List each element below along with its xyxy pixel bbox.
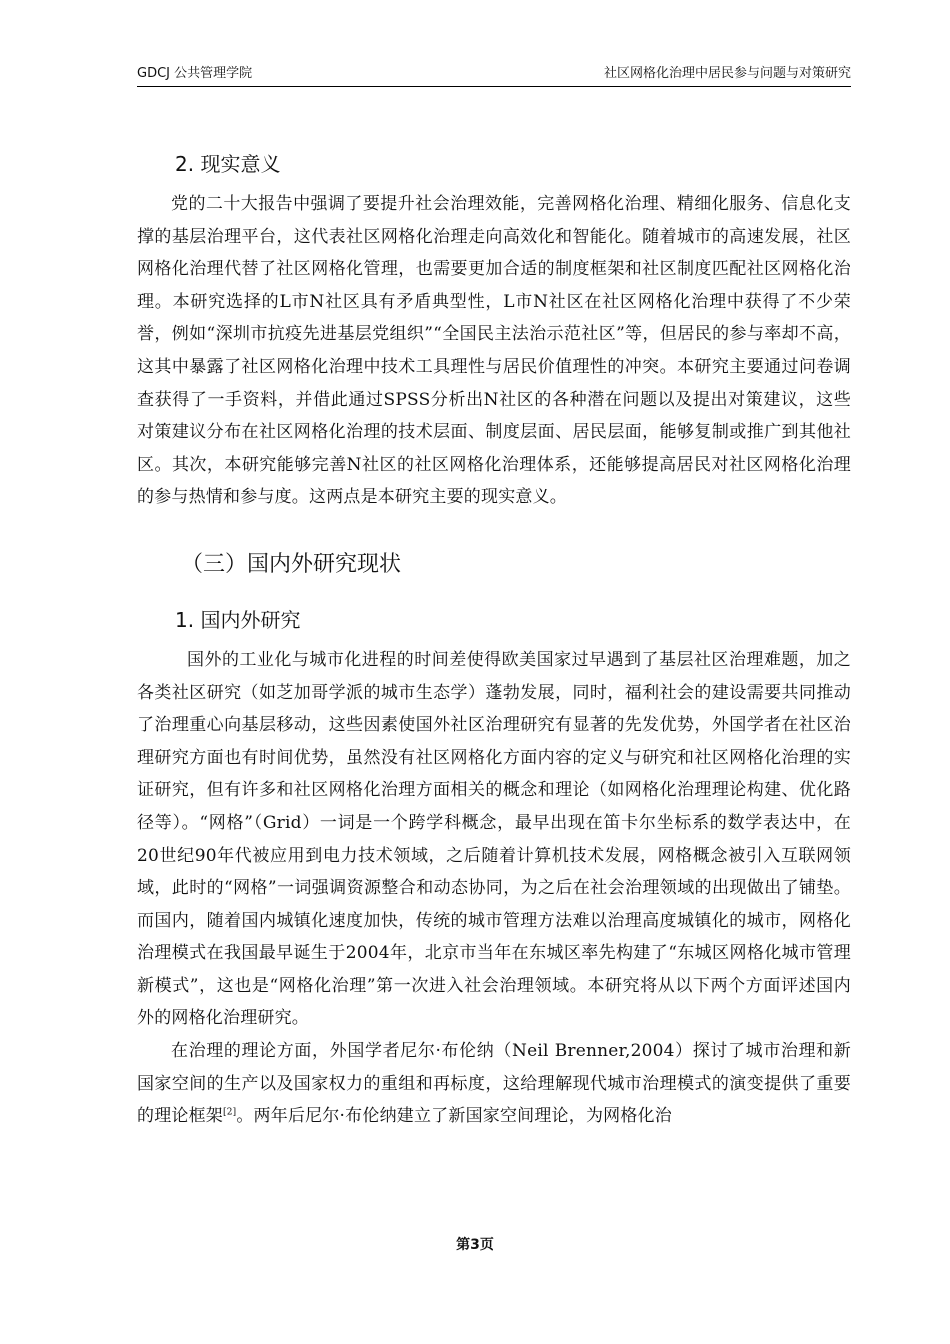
paragraph-governance-theory xyxy=(137,1035,851,1133)
citation-reference[interactable]: [2] xyxy=(223,1107,237,1118)
page-body xyxy=(137,140,851,1133)
paragraph-practical-significance: 党的二十大报告中强调了要提升社会治理效能，完善网格化治理、精细化服务、信息化支撑的基层治理平台，这代表社区网格化治理走向高效化和智能化。随着城市的高速发展，社区网格化治理代替了社区网格化管理，也需要更加合适的制度框架和社区制度匹配社区网格化治理。本研究选择的L市N社区具有矛盾典型性，L市N社区在社区网格化治理中获得了不少荣誉，例如“深圳市抗疫先进基层党组织”“全国民主法治示范社区”等，但居民的参与率却不高，这其中暴露了社区网格化治理中技术工具理性与居民价值理性的冲突。本研究主要通过问卷调查获得了一手资料，并借此通过SPSS分析出N社区的各种潜在问题以及提出对策建议，这些对策建议分布在社区网格化治理的技术层面、制度层面、居民层面，能够复制或推广到其他社区。其次，本研究能够完善N社区的社区网格化治理体系，还能够提高居民对社区网格化治理的参与热情和参与度。这两点是本研究主要的现实意义。 xyxy=(137,194,851,508)
heading-research-status: （三）国内外研究现状 xyxy=(181,551,402,577)
page-header xyxy=(137,64,851,87)
theory-text-b: 。两年后尼尔·布伦纳建立了新国家空间理论，为网格化治 xyxy=(236,1106,672,1127)
theory-text-a: 在治理的理论方面，外国学者尼尔·布伦纳（Neil Brenner,2004）探讨了城市治理和新国家空间的生产以及国家权力的重组和再标度，这给理解现代城市治理模式的演变提供了重要的理论框架 xyxy=(137,1041,851,1127)
paragraph-domestic-foreign-research: 国外的工业化与城市化进程的时间差使得欧美国家过早遇到了基层社区治理难题，加之各类社区研究（如芝加哥学派的城市生态学）蓬勃发展，同时，福利社会的建设需要共同推动了治理重心向基层移动，这些因素使国外社区治理研究有显著的先发优势，外国学者在社区治理研究方面也有时间优势，虽然没有社区网格化方面内容的定义与研究和社区网格化治理的实证研究，但有许多和社区网格化治理方面相关的概念和理论（如网格化治理理论构建、优化路径等）。“网格”（Grid）一词是一个跨学科概念，最早出现在笛卡尔坐标系的数学表达中，在20世纪90年代被应用到电力技术领域，之后随着计算机技术发展，网格概念被引入互联网领域，此时的“网格”一词强调资源整合和动态协同，为之后在社会治理领域的出现做出了铺垫。而国内，随着国内城镇化速度加快，传统的城市管理方法难以治理高度城镇化的城市，网格化治理模式在我国最早诞生于2004年，北京市当年在东城区率先构建了“东城区网格化城市管理新模式”，这也是“网格化治理”第一次进入社会治理领域。本研究将从以下两个方面评述国内外的网格化治理研究。 xyxy=(137,649,851,1029)
page-number: 第3页 xyxy=(456,1237,494,1253)
heading-domestic-foreign-research: 1. 国内外研究 xyxy=(175,607,301,632)
heading-practical-significance: 2. 现实意义 xyxy=(175,152,281,176)
header-institution: GDCJ 公共管理学院 xyxy=(137,66,253,81)
header-thesis-title: 社区网格化治理中居民参与问题与对策研究 xyxy=(603,66,851,81)
